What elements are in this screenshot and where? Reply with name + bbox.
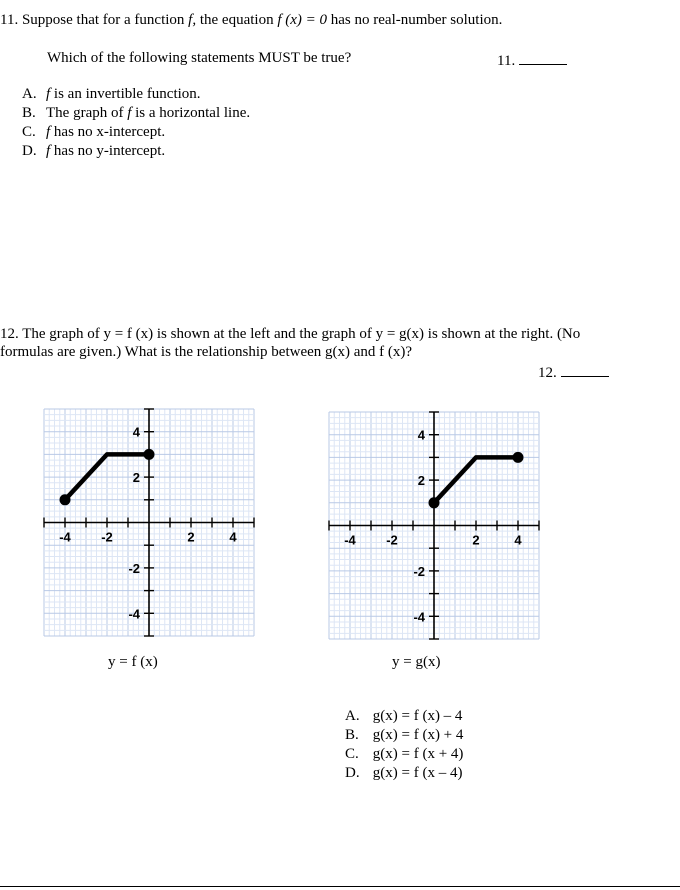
choice-text: g(x) = f (x) – 4 <box>372 708 463 724</box>
page-bottom-rule <box>0 886 680 887</box>
y-tick-label: -4 <box>413 609 425 625</box>
choice-text: is a horizontal line. <box>131 105 251 121</box>
right-graph-caption: y = g(x) <box>392 654 441 670</box>
q12-choice-c[interactable] <box>345 746 463 763</box>
q11-stem <box>0 12 502 29</box>
x-tick-label: -2 <box>386 532 398 548</box>
choice-text-pre: The graph of <box>46 105 128 121</box>
x-tick-label: -4 <box>59 529 71 545</box>
x-tick-label: 2 <box>472 532 480 548</box>
y-tick-label: 4 <box>132 424 140 440</box>
q11-choice-a[interactable] <box>22 86 201 103</box>
y-tick-label: 4 <box>417 427 425 443</box>
q11-choice-b[interactable] <box>22 105 250 122</box>
choice-text: g(x) = f (x + 4) <box>372 746 464 762</box>
q12-answer-label: 12. <box>538 365 557 381</box>
choice-letter: A. <box>22 86 37 102</box>
q12-answer-blank[interactable] <box>561 362 609 377</box>
q11-choice-d[interactable] <box>22 143 165 160</box>
x-tick-label: -4 <box>344 532 356 548</box>
x-tick-label: 4 <box>229 529 237 545</box>
x-tick-label: 4 <box>514 532 522 548</box>
q12-choice-b[interactable] <box>345 727 463 744</box>
x-tick-label: -2 <box>101 529 113 545</box>
choice-function: f <box>46 86 51 102</box>
choice-letter: C. <box>345 746 359 762</box>
choice-letter: A. <box>345 708 360 724</box>
choice-letter: D. <box>345 765 360 781</box>
end-point <box>144 449 155 460</box>
y-tick-label: -2 <box>413 563 425 579</box>
q11-answer-label: 11. <box>497 53 516 69</box>
q12-answer-line[interactable] <box>538 362 609 382</box>
q12-stem-line1: 12. The graph of y = f (x) is shown at the left and the graph of y = g(x) is shown at the right. (No <box>0 326 581 342</box>
end-point <box>513 452 524 463</box>
choice-function: f <box>127 105 132 121</box>
start-point <box>60 494 71 505</box>
graph-f <box>40 405 258 640</box>
choice-text: g(x) = f (x – 4) <box>372 765 463 781</box>
y-tick-label: 2 <box>132 470 140 486</box>
graph-g <box>325 408 543 643</box>
y-tick-label: 2 <box>417 473 425 489</box>
x-tick-label: 2 <box>187 529 195 545</box>
q12-choice-d[interactable] <box>345 765 462 782</box>
q11-number: 11. <box>0 12 19 28</box>
q11-stem-part-a: Suppose that for a function <box>21 12 185 28</box>
choice-function: f <box>46 124 51 140</box>
left-graph-caption: y = f (x) <box>108 654 158 670</box>
q12-choice-a[interactable] <box>345 708 462 725</box>
q11-question: Which of the following statements MUST be true? <box>47 50 352 66</box>
q11-answer-blank[interactable] <box>519 50 567 65</box>
start-point <box>429 497 440 508</box>
choice-letter: D. <box>22 143 37 159</box>
q11-answer-line[interactable] <box>497 50 567 70</box>
y-tick-label: -4 <box>128 606 140 622</box>
choice-text: is an invertible function. <box>50 86 201 102</box>
q11-choice-c[interactable] <box>22 124 165 141</box>
choice-letter: B. <box>345 727 359 743</box>
choice-text: g(x) = f (x) + 4 <box>372 727 464 743</box>
y-tick-label: -2 <box>128 560 140 576</box>
choice-function: f <box>46 143 51 159</box>
choice-letter: B. <box>22 105 36 121</box>
choice-text: has no x-intercept. <box>50 124 166 140</box>
q11-stem-equation: f (x) = 0 <box>277 12 328 28</box>
choice-text: has no y-intercept. <box>50 143 166 159</box>
q11-stem-function: f, <box>188 12 197 28</box>
q11-stem-part-b: the equation <box>199 12 274 28</box>
q11-stem-part-c: has no real-number solution. <box>330 12 503 28</box>
q12-stem-line2: formulas are given.) What is the relationship between g(x) and f (x)? <box>0 344 413 360</box>
choice-letter: C. <box>22 124 36 140</box>
